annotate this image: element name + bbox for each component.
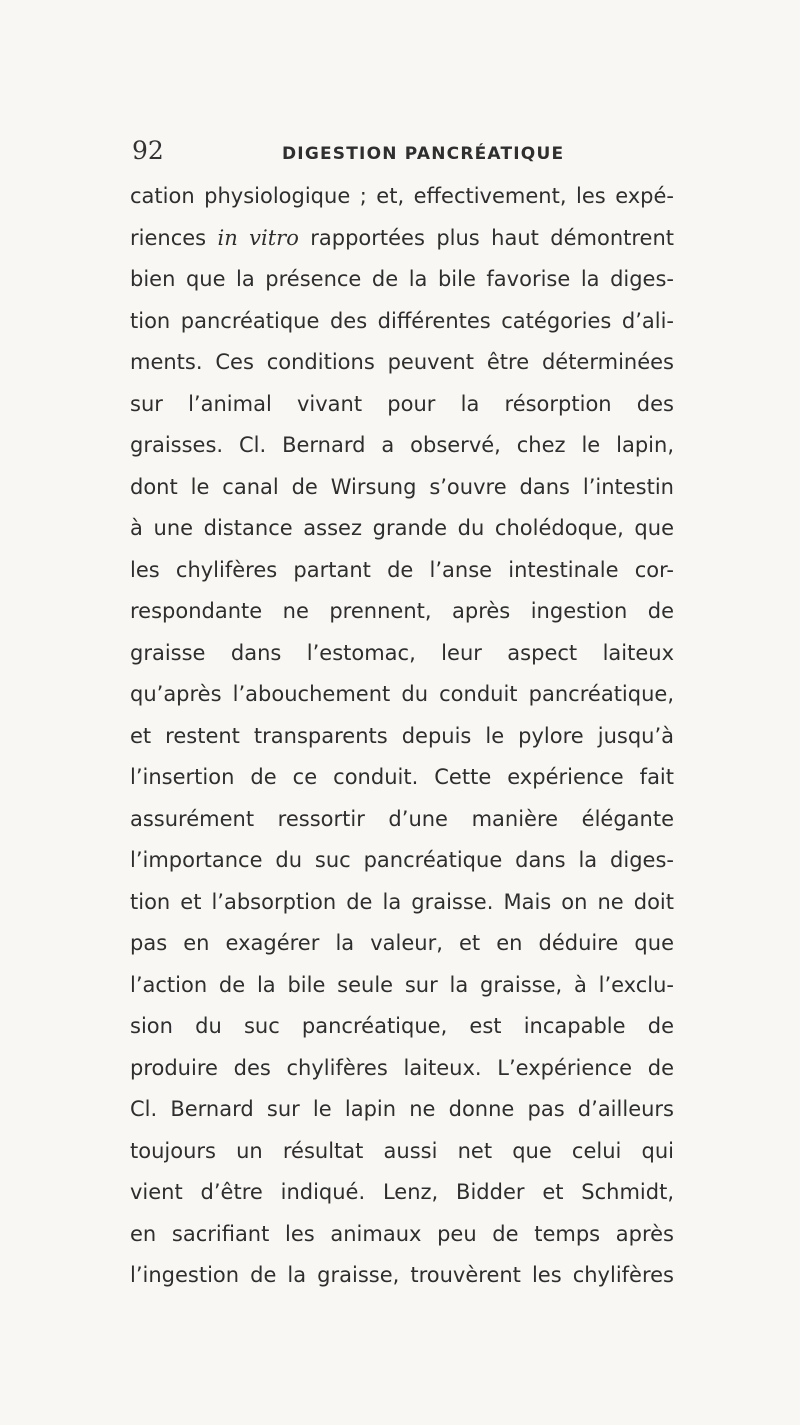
text-line-8: dont le canal de Wirsung s’ouvre dans l’intestin [130,474,674,499]
text-line-17: l’importance du suc pancréatique dans la diges- [130,848,674,872]
page-header [0,138,800,178]
text-line-24: toujours un résultat aussi net que celui qui [130,1138,674,1163]
text-line-10: les chylifères partant de l’anse intestinale cor- [130,557,674,582]
text-line-26: en sacrifiant les animaux peu de temps après [130,1221,674,1246]
text-line-14: et restent transparents depuis le pylore jusqu’à [130,723,674,748]
text-line-1: cation physiologique ; et, effectivement, les expé- [130,184,674,208]
italic-latin-phrase: in vitro [217,225,299,250]
text-line-13: qu’après l’abouchement du conduit pancréatique, [130,682,674,706]
text-line-20: l’action de la bile seule sur la graisse, à l’exclu- [130,972,674,997]
text-line-7: graisses. Cl. Bernard a observé, chez le lapin, [130,433,674,457]
text-line-5: ments. Ces conditions peuvent être déterminées [130,350,674,374]
text-line-12: graisse dans l’estomac, leur aspect laiteux [130,640,674,665]
text-line-11: respondante ne prennent, après ingestion de [130,599,674,623]
text-line-16: assurément ressortir d’une manière élégante [130,806,674,831]
text-line-25: vient d’être indiqué. Lenz, Bidder et Schmidt, [130,1180,674,1204]
text-line-27: l’ingestion de la graisse, trouvèrent les chylifères [130,1263,674,1287]
text-line-15: l’insertion de ce conduit. Cette expérience fait [130,765,674,789]
text-line-23: Cl. Bernard sur le lapin ne donne pas d’ailleurs [130,1097,674,1121]
text-line-19: pas en exagérer la valeur, et en déduire que [130,931,674,955]
text-line-2-start: riences [130,225,218,250]
page-number: 92 [132,136,164,165]
text-line-4: tion pancréatique des différentes catégories d’ali- [130,308,674,333]
text-line-22: produire des chylifères laiteux. L’expérience de [130,1055,674,1080]
text-line-3: bien que la présence de la bile favorise la diges- [130,267,674,291]
text-line-2 [130,218,674,260]
text-line-9: à une distance assez grande du cholédoque, que [130,516,674,540]
text-line-18: tion et l’absorption de la graisse. Mais on ne doit [130,889,674,914]
running-title: DIGESTION PANCRÉATIQUE [282,144,565,164]
text-line-21: sion du suc pancréatique, est incapable de [130,1014,674,1038]
body-text [130,176,674,1297]
text-line-2-end: rapportées plus haut démontrent [298,225,674,250]
text-line-6: sur l’animal vivant pour la résorption des [130,391,674,416]
